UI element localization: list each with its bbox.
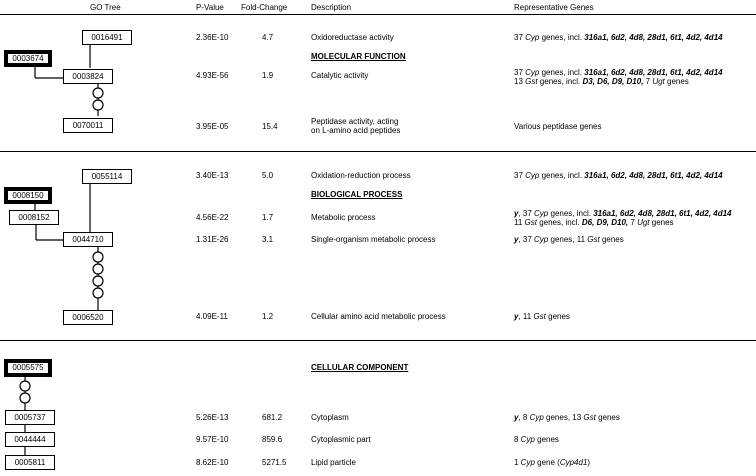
- ellipsis-node: [20, 393, 30, 403]
- gene-text: 7: [643, 77, 653, 86]
- genes-cell: [514, 33, 723, 43]
- gene-family: Ugt: [652, 77, 665, 86]
- section-title-cellular-component: CELLULAR COMPONENT: [311, 363, 409, 372]
- description-cell: Metabolic process: [311, 213, 376, 222]
- genes-cell: Various peptidase genes: [514, 122, 602, 131]
- pvalue-cell: 9.57E-10: [196, 435, 229, 444]
- header-fold-change: Fold-Change: [241, 3, 288, 12]
- gene-text: , 37: [518, 235, 535, 244]
- go-node-0006520: 0006520: [63, 310, 113, 325]
- genes-cell: [514, 171, 723, 181]
- fold-change-cell: 1.7: [262, 213, 274, 222]
- fold-change-cell: 15.4: [262, 122, 278, 131]
- gene-family: Cyp: [525, 68, 540, 77]
- ellipsis-node: [93, 276, 103, 286]
- gene-family: Cyp: [525, 33, 540, 42]
- go-node-0055114: 0055114: [82, 169, 132, 184]
- gene-y: y: [514, 235, 519, 244]
- gene-text: 37: [514, 171, 526, 180]
- description-cell: Lipid particle: [311, 458, 356, 467]
- genes-cell: [514, 235, 624, 245]
- description-cell: Cellular amino acid metabolic process: [311, 312, 446, 321]
- pvalue-cell: 2.36E-10: [196, 33, 229, 42]
- pvalue-cell: 4.93E-56: [196, 71, 229, 80]
- pvalue-cell: 3.95E-05: [196, 122, 229, 131]
- section-title-molecular-function: MOLECULAR FUNCTION: [311, 52, 406, 61]
- fold-change-cell: 4.7: [262, 33, 274, 42]
- gene-text: 11: [514, 218, 525, 227]
- fold-change-cell: 5.0: [262, 171, 274, 180]
- pvalue-cell: 4.56E-22: [196, 213, 229, 222]
- gene-text: genes: [595, 413, 620, 422]
- gene-text: genes: [545, 312, 570, 321]
- gene-text: genes, incl.: [548, 209, 594, 218]
- ellipsis-node: [93, 100, 103, 110]
- genes-cell: [514, 413, 620, 423]
- description-cell: Oxidoreductase activity: [311, 33, 394, 42]
- ellipsis-node: [93, 252, 103, 262]
- fold-change-cell: 859.6: [262, 435, 283, 444]
- fold-change-cell: 681.2: [262, 413, 283, 422]
- gene-text: 37: [514, 33, 526, 42]
- gene-text: genes, incl.: [537, 77, 583, 86]
- description-cell: Catalytic activity: [311, 71, 369, 80]
- gene-list: 316a1, 6d2, 4d8, 28d1, 6t1, 4d2, 4d14: [593, 209, 732, 218]
- pvalue-cell: 8.62E-10: [196, 458, 229, 467]
- gene-text: genes: [534, 435, 559, 444]
- gene-text: genes, 11: [548, 235, 588, 244]
- gene-text: 37: [514, 68, 526, 77]
- gene-text: genes, incl.: [539, 33, 585, 42]
- go-node-0016491: 0016491: [82, 30, 132, 45]
- go-node-0044444: 0044444: [5, 432, 55, 447]
- gene-text: genes, 13: [543, 413, 584, 422]
- gene-list: 316a1, 6d2, 4d8, 28d1, 6t1, 4d2, 4d14: [584, 33, 723, 42]
- go-node-0008152: 0008152: [9, 210, 59, 225]
- gene-family: Gst: [583, 413, 596, 422]
- go-node-0003674: 0003674: [4, 50, 52, 67]
- gene-family: Gst: [587, 235, 600, 244]
- pvalue-cell: 1.31E-26: [196, 235, 229, 244]
- gene-list: D3, D6, D9, D10,: [582, 77, 644, 86]
- gene-text: 13: [514, 77, 526, 86]
- gene-text: gene (: [534, 458, 560, 467]
- genes-cell-line2: [514, 77, 689, 87]
- gene-family: Cyp: [529, 413, 544, 422]
- go-node-0044710: 0044710: [63, 232, 113, 247]
- section-divider: [0, 340, 756, 341]
- gene-family: Cyp: [534, 209, 549, 218]
- go-node-0070011: 0070011: [63, 118, 113, 133]
- go-node-0005737: 0005737: [5, 410, 55, 425]
- fold-change-cell: 1.9: [262, 71, 274, 80]
- gene-text: genes: [664, 77, 689, 86]
- gene-family: Gst: [533, 312, 546, 321]
- genes-cell: [514, 458, 590, 468]
- description-cell: Single-organism metabolic process: [311, 235, 436, 244]
- description-cell: Cytoplasm: [311, 413, 349, 422]
- description-cell: Peptidase activity, acting: [311, 117, 399, 126]
- gene-family: Cyp: [520, 435, 535, 444]
- ellipsis-node: [93, 264, 103, 274]
- header-pvalue: P-Value: [196, 3, 224, 12]
- gene-y: y: [514, 413, 519, 422]
- pvalue-cell: 5.26E-13: [196, 413, 229, 422]
- section-title-biological-process: BIOLOGICAL PROCESS: [311, 190, 403, 199]
- gene-text: genes, incl.: [536, 218, 582, 227]
- gene-text: ): [587, 458, 591, 467]
- gene-text: , 8: [518, 413, 530, 422]
- pvalue-cell: 4.09E-11: [196, 312, 228, 321]
- gene-text: genes, incl.: [539, 171, 585, 180]
- fold-change-cell: 5271.5: [262, 458, 287, 467]
- gene-family: Cyp: [534, 235, 549, 244]
- go-node-0003824: 0003824: [63, 69, 113, 84]
- gene-text: genes, incl.: [539, 68, 585, 77]
- gene-family: Ugt: [637, 218, 650, 227]
- genes-cell: [514, 312, 570, 322]
- gene-family: Gst: [524, 218, 537, 227]
- ellipsis-node: [93, 288, 103, 298]
- gene-y: y: [514, 312, 519, 321]
- gene-list: D6, D9, D10,: [581, 218, 629, 227]
- description-cell: Cytoplasmic part: [311, 435, 371, 444]
- gene-list: 316a1, 6d2, 4d8, 28d1, 6t1, 4d2, 4d14: [584, 171, 723, 180]
- gene-text: genes: [599, 235, 624, 244]
- gene-family: Gst: [525, 77, 538, 86]
- gene-family: Cyp: [525, 171, 540, 180]
- go-node-0005811: 0005811: [5, 455, 55, 470]
- gene-text: , 11: [518, 312, 534, 321]
- pvalue-cell: 3.40E-13: [196, 171, 229, 180]
- go-node-0008150: 0008150: [4, 187, 52, 204]
- header-go-tree: GO Tree: [90, 3, 121, 12]
- description-cell-line2: on L-amino acid peptides: [311, 126, 401, 135]
- gene-text: 1: [514, 458, 521, 467]
- description-cell: Oxidation-reduction process: [311, 171, 411, 180]
- section-divider: [0, 151, 756, 152]
- gene-text: 7: [628, 218, 638, 227]
- gene-name: Cyp4d1: [559, 458, 588, 467]
- fold-change-cell: 1.2: [262, 312, 274, 321]
- header-representative-genes: Representative Genes: [514, 3, 594, 12]
- gene-list: 316a1, 6d2, 4d8, 28d1, 6t1, 4d2, 4d14: [584, 68, 723, 77]
- gene-family: Cyp: [520, 458, 535, 467]
- go-node-0005575: 0005575: [4, 359, 52, 377]
- ellipsis-node: [93, 88, 103, 98]
- gene-y: y: [514, 209, 519, 218]
- genes-cell: [514, 435, 559, 445]
- gene-text: 8: [514, 435, 521, 444]
- fold-change-cell: 3.1: [262, 235, 274, 244]
- gene-text: genes: [649, 218, 674, 227]
- header-description: Description: [311, 3, 352, 12]
- genes-cell-line2: [514, 218, 674, 228]
- gene-text: , 37: [518, 209, 535, 218]
- ellipsis-node: [20, 381, 30, 391]
